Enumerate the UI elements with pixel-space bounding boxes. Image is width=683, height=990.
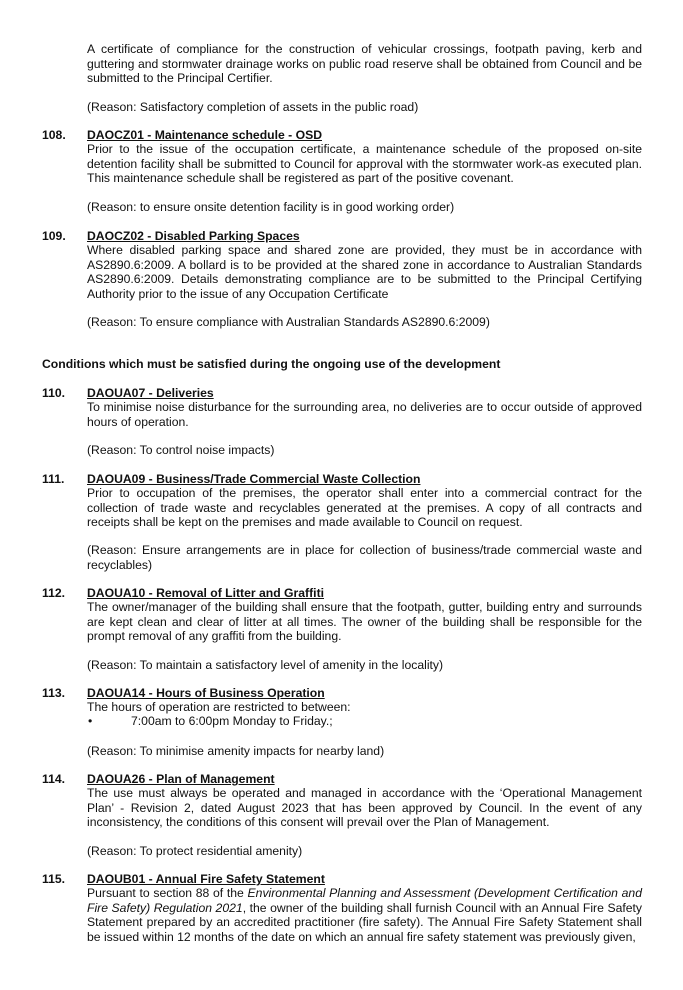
condition-reason-112: (Reason: To maintain a satisfactory level of amenity in the locality): [87, 658, 444, 672]
section-heading: Conditions which must be satisfied during the ongoing use of the development: [42, 357, 501, 371]
condition-number-112: 112.: [42, 586, 66, 600]
condition-number-110: 110.: [42, 386, 66, 400]
condition-title-113: DAOUA14 - Hours of Business Operation: [87, 686, 325, 700]
bullet-icon: •: [88, 714, 93, 728]
condition-title-108: DAOCZ01 - Maintenance schedule - OSD: [87, 128, 322, 142]
condition-title-112: DAOUA10 - Removal of Litter and Graffiti: [87, 586, 325, 600]
condition-title-115: DAOUB01 - Annual Fire Safety Statement: [87, 872, 325, 886]
condition-text-113: The hours of operation are restricted to between:: [87, 700, 351, 714]
condition-title-114: DAOUA26 - Plan of Management: [87, 772, 275, 786]
condition-reason-113: (Reason: To minimise amenity impacts for nearby land): [87, 744, 385, 758]
condition-reason-108: (Reason: to ensure onsite detention facility is in good working order): [87, 200, 455, 214]
condition-number-115: 115.: [42, 872, 66, 886]
intro-paragraph: A certificate of compliance for the construction of vehicular crossings, footpath paving, kerb and guttering and stormwater drainage works on public road reserve shall be obtained from Council and be submitted to the Principal Certifier.: [87, 42, 642, 86]
condition-number-113: 113.: [42, 686, 66, 700]
condition-text-111: Prior to occupation of the premises, the operator shall enter into a commercial contract for the collection of trade waste and recyclables generated at the premises. A copy of all contracts and receipts shall be kept on the premises and made available to Council on request.: [87, 486, 642, 530]
condition-reason-114: (Reason: To protect residential amenity): [87, 844, 303, 858]
condition-reason-110: (Reason: To control noise impacts): [87, 443, 275, 457]
condition-title-109: DAOCZ02 - Disabled Parking Spaces: [87, 229, 300, 243]
condition-text-110: To minimise noise disturbance for the surrounding area, no deliveries are to occur outside of approved hours of operation.: [87, 400, 642, 429]
condition-text-115: [87, 886, 642, 944]
condition-bullet-113: 7:00am to 6:00pm Monday to Friday.;: [131, 714, 333, 728]
text-115-after: , the owner of the building shall furnish Council with an Annual Fire Safety Statement prepared by an accredited practitioner (fire safety). The Annual Fire Safety Statement shall be issued within 12 months of the date on which an annual fire safety statement was previously given,: [87, 900, 642, 944]
intro-reason: (Reason: Satisfactory completion of assets in the public road): [87, 100, 419, 114]
condition-text-109: Where disabled parking space and shared zone are provided, they must be in accordance with AS2890.6:2009. A bollard is to be provided at the shared zone in accordance to Australian Standards AS2890.6:2009. Details demonstrating compliance are to be submitted to the Principal Certifying Authority prior to the issue of any Occupation Certificate: [87, 243, 642, 301]
condition-title-111: DAOUA09 - Business/Trade Commercial Waste Collection: [87, 472, 421, 486]
condition-number-109: 109.: [42, 229, 66, 243]
text-115-regulation: Environmental Planning and Assessment (Development Certification and Fire Safety) Regulation 2021: [87, 886, 642, 915]
condition-text-108: Prior to the issue of the occupation certificate, a maintenance schedule of the proposed on-site detention facility shall be submitted to Council for approval with the stormwater work-as executed plan. This maintenance schedule shall be registered as part of the positive covenant.: [87, 142, 642, 186]
condition-number-114: 114.: [42, 772, 66, 786]
condition-reason-109: (Reason: To ensure compliance with Australian Standards AS2890.6:2009): [87, 315, 490, 329]
condition-text-112: The owner/manager of the building shall ensure that the footpath, gutter, building entry and surrounds are kept clean and clear of litter at all times. The owner of the building shall be responsible for the prompt removal of any graffiti from the building.: [87, 600, 642, 644]
condition-number-111: 111.: [42, 472, 65, 486]
text-115-before: Pursuant to section 88 of the: [87, 886, 248, 900]
condition-text-114: The use must always be operated and managed in accordance with the ‘Operational Management Plan’ - Revision 2, dated August 2023 that has been approved by Council. In the event of any inconsistency, the conditions of this consent will prevail over the Plan of Management.: [87, 786, 642, 830]
condition-reason-111: (Reason: Ensure arrangements are in place for collection of business/trade commercial waste and recyclables): [87, 543, 642, 572]
condition-number-108: 108.: [42, 128, 66, 142]
condition-title-110: DAOUA07 - Deliveries: [87, 386, 214, 400]
